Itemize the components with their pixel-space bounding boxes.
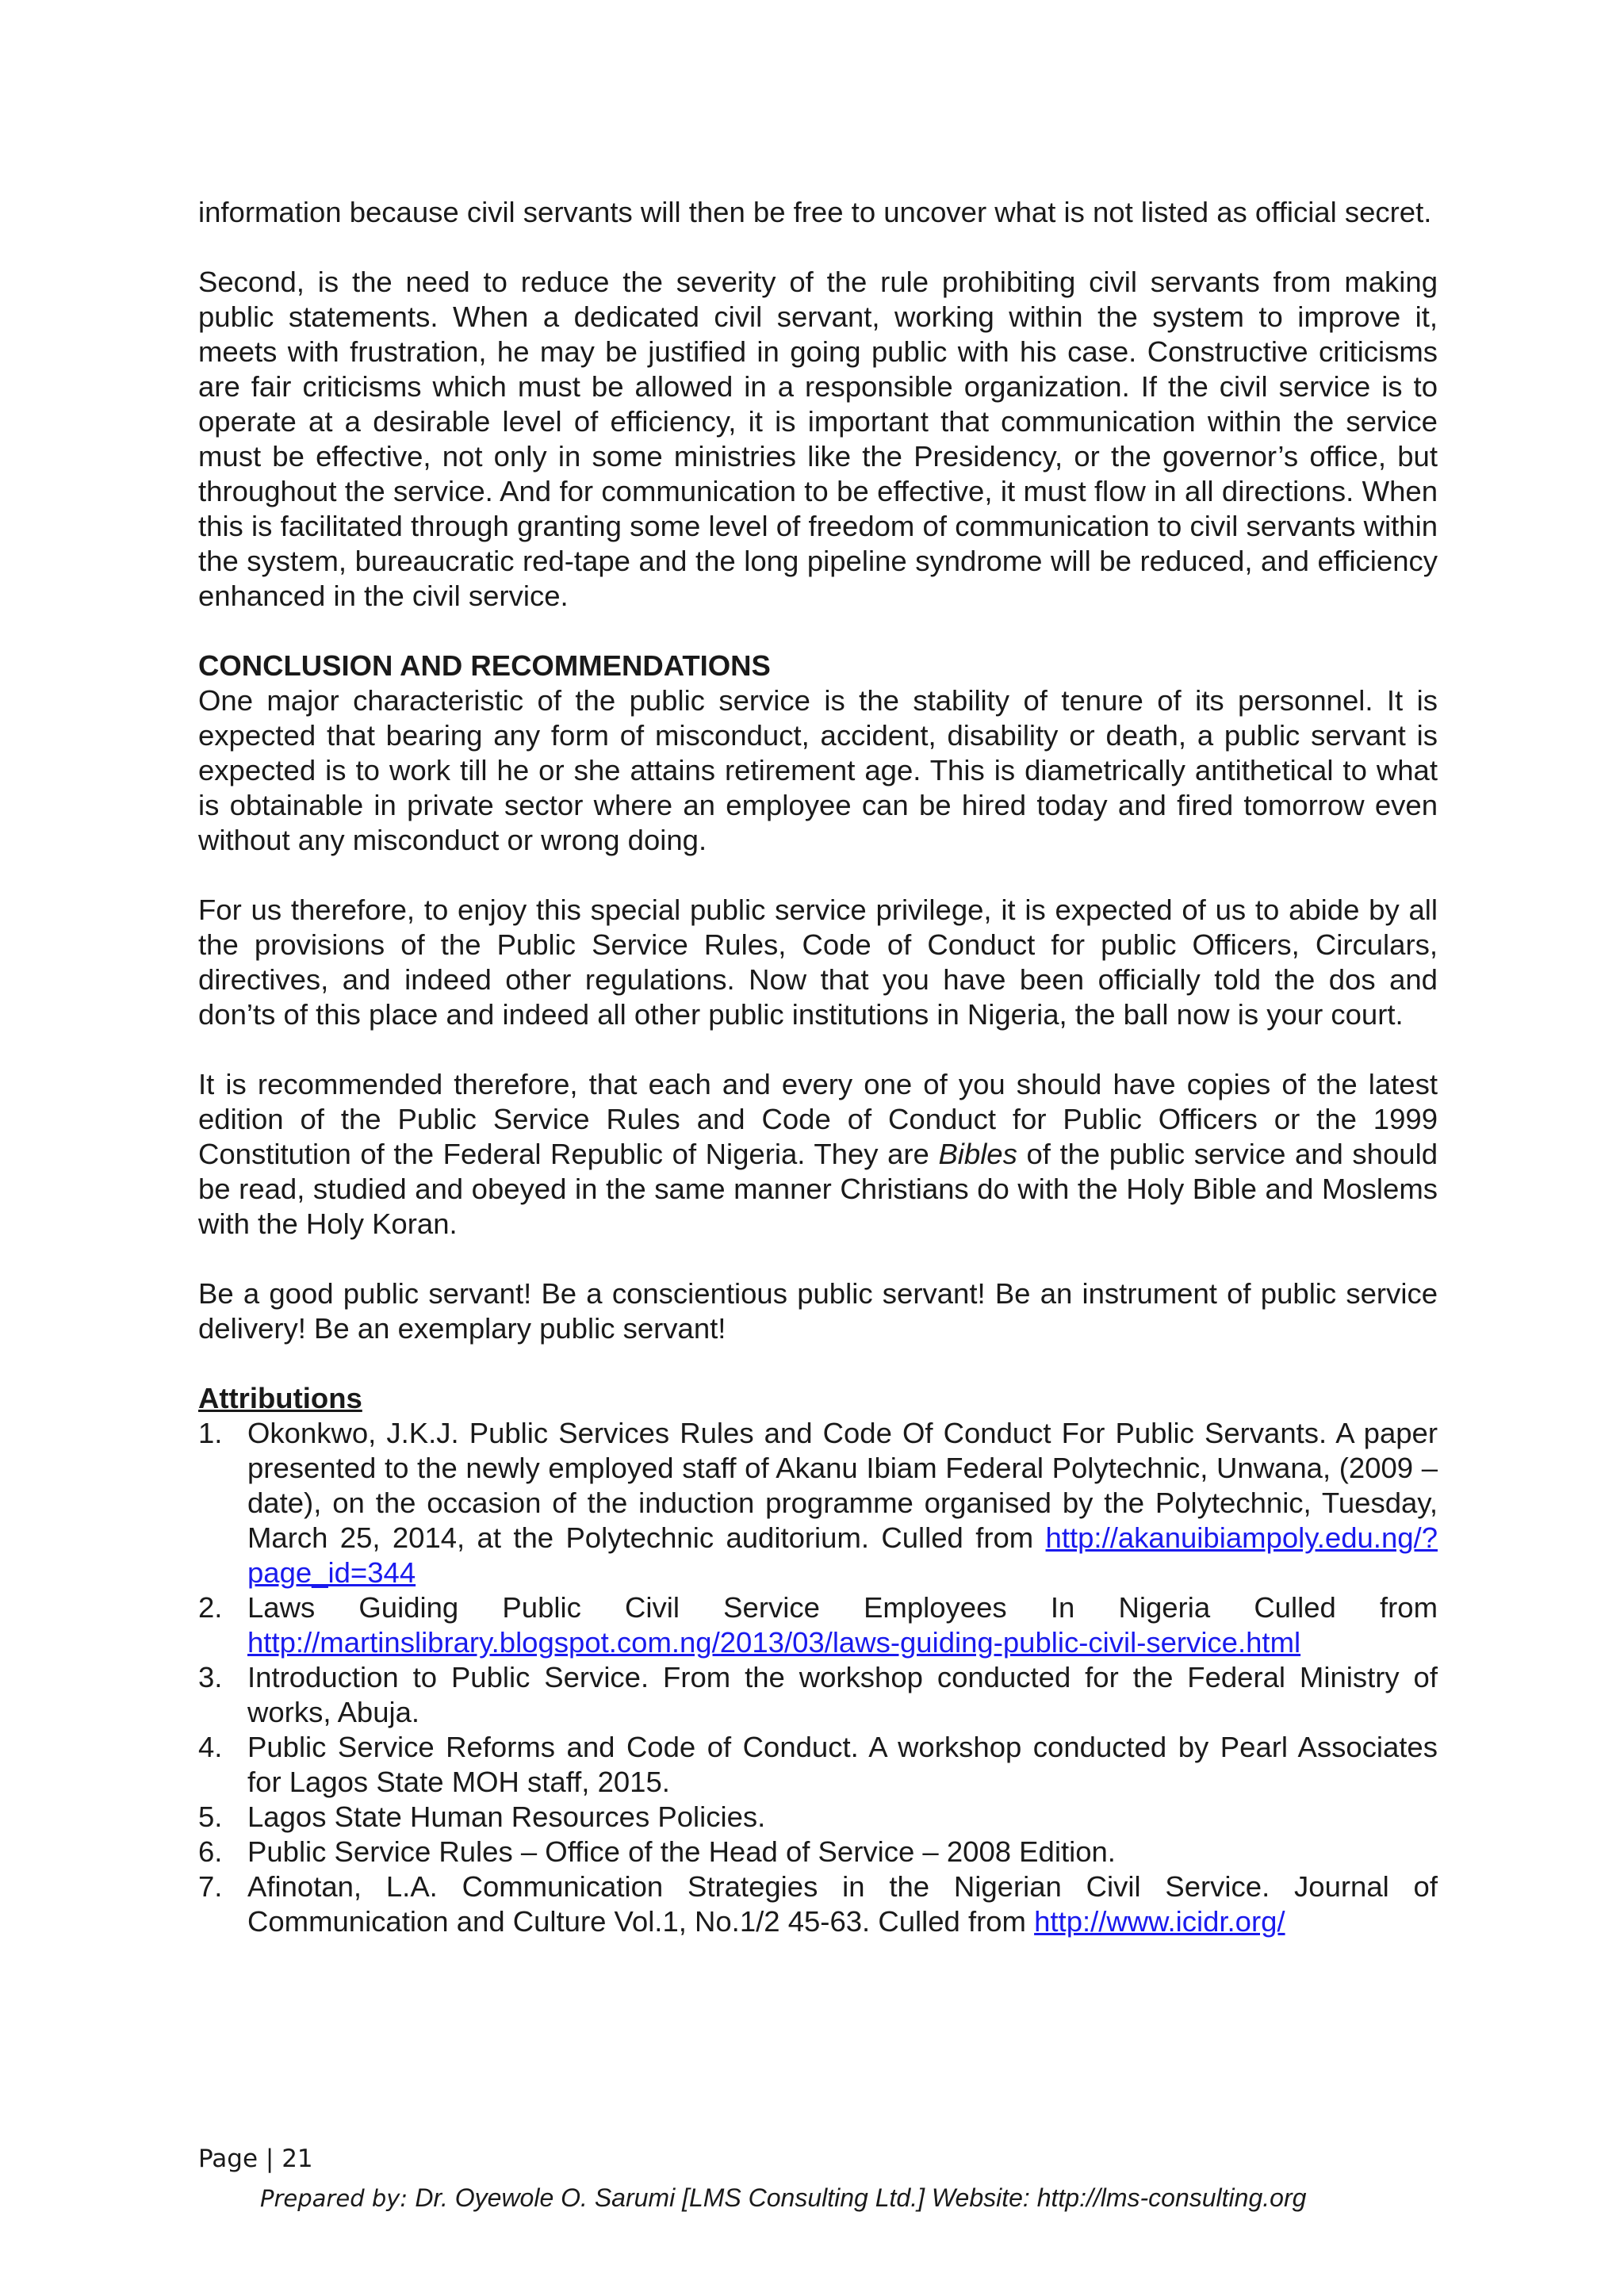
attribution-item bbox=[198, 1869, 1438, 1939]
page-number: Page | 21 bbox=[198, 2145, 313, 2173]
attribution-number: 6. bbox=[198, 1835, 223, 1868]
attribution-text: Lagos State Human Resources Policies. bbox=[247, 1800, 766, 1833]
conclusion-heading: CONCLUSION AND RECOMMENDATIONS bbox=[198, 649, 771, 682]
attribution-item bbox=[198, 1730, 1438, 1800]
attribution-link[interactable]: http://martinslibrary.blogspot.com.ng/2013/03/laws-guiding-public-civil-service.html bbox=[247, 1626, 1301, 1659]
attribution-item bbox=[198, 1800, 1438, 1835]
document-body bbox=[198, 195, 1438, 1939]
attribution-text: Okonkwo, J.K.J. Public Services Rules and Code Of Conduct For Public Servants. A paper presented to the newly employed staff of Akanu Ibiam Federal Polytechnic, Unwana, (2009 – date), on the occasion of the induction programme organised by the Polytechnic, Tuesday, March 25, 2014, at the Polytechnic auditorium. Culled from bbox=[247, 1417, 1438, 1554]
attribution-number: 1. bbox=[198, 1417, 223, 1449]
paragraph-recommendation bbox=[198, 1067, 1438, 1242]
paragraph-information: information because civil servants will then be free to uncover what is not listed as official secret. bbox=[198, 196, 1432, 228]
paragraph-second-point: Second, is the need to reduce the severity of the rule prohibiting civil servants from making public statements. When a dedicated civil servant, working within the system to improve it, meets with frustration, he may be justified in going public with his case. Constructive criticisms are fair criticisms which must be allowed in a responsible organization. If the civil service is to operate at a desirable level of efficiency, it is important that communication within the service must be effective, not only in some ministries like the Presidency, or the governor’s office, but throughout the service. And for communication to be effective, it must flow in all directions. When this is facilitated through granting some level of freedom of communication to civil servants within the system, bureaucratic red-tape and the long pipeline syndrome will be reduced, and efficiency enhanced in the civil service. bbox=[198, 266, 1438, 612]
attribution-text: Public Service Reforms and Code of Conduct. A workshop conducted by Pearl Associates for Lagos State MOH staff, 2015. bbox=[247, 1731, 1438, 1798]
attribution-item bbox=[198, 1835, 1438, 1869]
attributions-heading: Attributions bbox=[198, 1382, 362, 1414]
prepared-by-label: Prepared by: bbox=[260, 2185, 416, 2212]
attribution-text: Afinotan, L.A. Communication Strategies in the Nigerian Civil Service. Journal of Communication and Culture Vol.1, No.1/2 45-63. Culled from bbox=[247, 1870, 1438, 1938]
paragraph-privilege: For us therefore, to enjoy this special public service privilege, it is expected of us to abide by all the provisions of the Public Service Rules, Code of Conduct for public Officers, Circulars, directives, and indeed other regulations. Now that you have been officially told the dos and don’ts of this place and indeed all other public institutions in Nigeria, the ball now is your court. bbox=[198, 894, 1438, 1031]
paragraph-tenure: One major characteristic of the public service is the stability of tenure of its personnel. It is expected that bearing any form of misconduct, accident, disability or death, a public servant is expected is to work till he or she attains retirement age. This is diametrically antithetical to what is obtainable in private sector where an employee can be hired today and fired tomorrow even without any misconduct or wrong doing. bbox=[198, 684, 1438, 856]
attribution-number: 3. bbox=[198, 1661, 223, 1693]
attribution-link[interactable]: http://www.icidr.org/ bbox=[1034, 1905, 1285, 1938]
attribution-number: 2. bbox=[198, 1591, 223, 1624]
attribution-text: Public Service Rules – Office of the Head of Service – 2008 Edition. bbox=[247, 1835, 1116, 1868]
recommendation-text-a: It is recommended therefore, that each and every one of you should have copies of the latest edition of the Public Service Rules and Code of Conduct for Public Officers or the 1999 Constitution of the Federal Republic of Nigeria. They are bbox=[198, 1068, 1438, 1170]
attribution-text: Laws Guiding Public Civil Service Employees In Nigeria Culled from bbox=[247, 1591, 1438, 1624]
paragraph-exhortation: Be a good public servant! Be a conscientious public servant! Be an instrument of public service delivery! Be an exemplary public servant! bbox=[198, 1277, 1438, 1345]
attributions-list bbox=[198, 1416, 1438, 1939]
attribution-number: 4. bbox=[198, 1731, 223, 1763]
attribution-link[interactable]: http://akanuibiampoly.edu.ng/?page_id=344 bbox=[247, 1521, 1438, 1589]
attribution-text: Introduction to Public Service. From the workshop conducted for the Federal Ministry of works, Abuja. bbox=[247, 1661, 1438, 1728]
attribution-item bbox=[198, 1416, 1438, 1590]
attribution-item bbox=[198, 1660, 1438, 1730]
attribution-number: 5. bbox=[198, 1800, 223, 1833]
prepared-by-text: Dr. Oyewole O. Sarumi [LMS Consulting Ltd.] Website: http://lms-consulting.org bbox=[415, 2183, 1307, 2212]
footer-prepared-by bbox=[260, 2182, 1306, 2214]
attribution-item bbox=[198, 1590, 1438, 1660]
attribution-number: 7. bbox=[198, 1870, 223, 1903]
bibles-italic: Bibles bbox=[938, 1138, 1017, 1170]
recommendation-text-b: of the public service and should be read, studied and obeyed in the same manner Christians do with the Holy Bible and Moslems with the Holy Koran. bbox=[198, 1138, 1438, 1240]
